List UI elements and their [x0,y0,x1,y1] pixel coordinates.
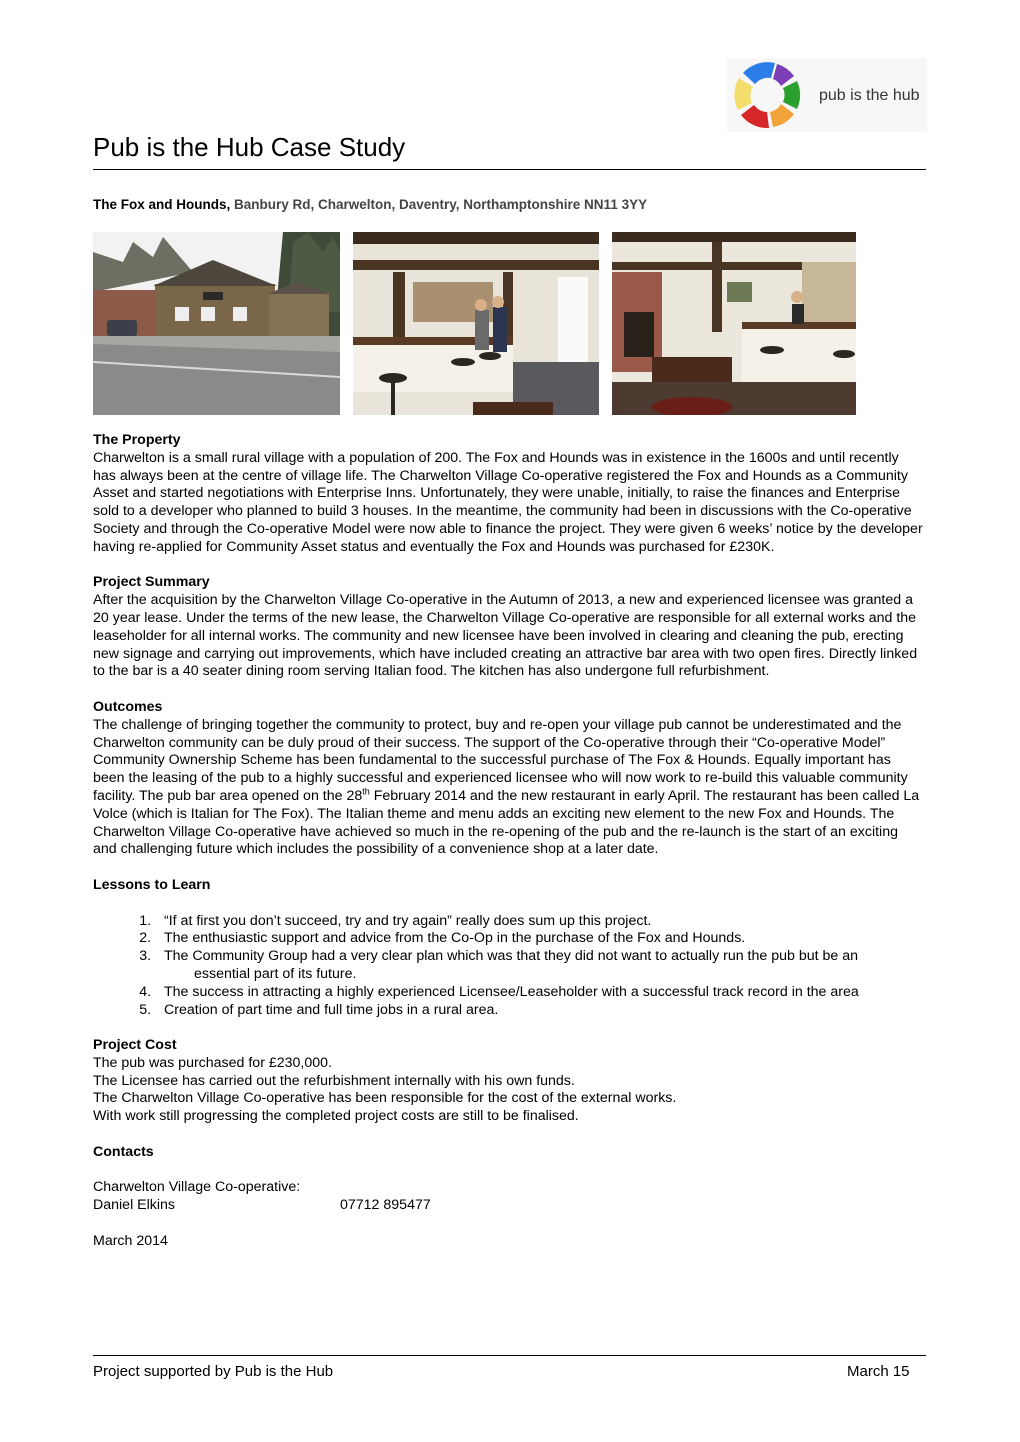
property-heading: The Property [93,432,181,448]
contact-name: Daniel Elkins [93,1197,176,1214]
outcomes-text [93,717,923,859]
outcomes-text-before: The challenge of bringing together the community to protect, buy and re-open your village pub cannot be underestimated and the Charwelton community can be duly proud of their success. The support of the Co-operative through their “Co-operative Model” Community Ownership Scheme has been fundamental to the successful purchase of The Fox & Hounds. Equally important has been the leasing of the pub to a highly successful and experienced licensee who will now work to re-build this valuable community facility. The pub bar area opened on the 28 [93,716,908,804]
cost-line: The pub was purchased for £230,000. [93,1054,332,1071]
document-body [93,432,923,1251]
pub-name-line [93,196,647,214]
title-divider [93,169,926,170]
footer-date: March 15 [847,1363,910,1380]
outcomes-heading: Outcomes [93,698,163,715]
cost-lines [93,1055,923,1126]
lessons-heading: Lessons to Learn [93,876,211,893]
document-date: March 2014 [93,1232,168,1249]
cost-line: The Charwelton Village Co-operative has been responsible for the cost of the external works. [93,1090,677,1107]
footer-credit: Project supported by Pub is the Hub [93,1363,334,1380]
list-item: 5. Creation of part time and full time jobs in a rural area. [155,1002,923,1020]
exterior-photo [93,232,340,415]
ordinal-suffix: th [362,786,370,797]
list-item: 2. The enthusiastic support and advice from the Co-Op in the purchase of the Fox and Hounds. [155,930,923,948]
outcomes-text-after: February 2014 and the new restaurant in early April. The restaurant has been called La Volce (which is Italian for The Fox). The Italian theme and menu adds an exciting new element to the new Fox and Hounds. The Charwelton Village Co-operative have achieved so much in the re-opening of the pub and the re-launch is the start of an exciting and challenging future which includes the possibility of a convenience shop at a later date. [93,787,920,858]
logo-text: pub is the hub [819,87,920,104]
lessons-list [93,913,923,1020]
summary-text: After the acquisition by the Charwelton Village Co-operative in the Autumn of 2013, a new and experienced licensee was granted a 20 year lease. Under the terms of the new lease, the Charwelton Village Co-operative are responsible for all external works and the leaseholder for all internal works. The community and new licensee have been involved in clearing and cleaning the pub, erecting new signage and carrying out improvements, which have included creating an attractive bar area with two open fires. Directly linked to the bar is a 40 seater dining room serving Italian food. The kitchen has also undergone full refurbishment. [93,592,918,680]
list-item-continuation: essential part of its future. [194,965,357,982]
footer-divider [93,1355,926,1356]
list-item: 4. The success in attracting a highly experienced Licensee/Leaseholder with a successful track record in the area [155,984,923,1002]
contacts-heading: Contacts [93,1143,154,1160]
pub-name: The Fox and Hounds, [93,197,231,212]
contact-org: Charwelton Village Co-operative: [93,1179,301,1196]
page-title: Pub is the Hub Case Study [93,132,406,162]
contact-phone: 07712 895477 [340,1197,431,1214]
cost-heading: Project Cost [93,1037,177,1054]
list-item: 1. “If at first you don’t succeed, try and try again” really does sum up this project. [155,913,923,931]
property-text: Charwelton is a small rural village with a population of 200. The Fox and Hounds was in existence in the 1600s and until recently has always been at the centre of village life. The Charwelton Village Co-operative registered the Fox and Hounds as a Community Asset and started negotiations with Enterprise Inns. Unfortunately, they were unable, initially, to raise the finances and Enterprise sold to a developer who planned to build 3 houses. In the meantime, the community had been in discussions with the Co-operative Society and through the Co-operative Model were now able to finance the project. They were given 6 weeks’ notice by the developer having re-applied for Community Asset status and eventually the Fox and Hounds was purchased for £230K. [93,449,923,555]
list-item [155,948,923,984]
cost-line: The Licensee has carried out the refurbishment internally with his own funds. [93,1072,575,1089]
contact-row [93,1197,923,1215]
pub-is-the-hub-logo [727,58,927,132]
list-item-text: The Community Group had a very clear plan which was that they did not want to actually run the pub but be an [164,948,859,965]
bar-photo [353,232,599,415]
dining-room-photo [612,232,856,415]
summary-heading: Project Summary [93,574,210,591]
pub-address: Banbury Rd, Charwelton, Daventry, Northamptonshire NN11 3YY [234,197,648,212]
cost-line: With work still progressing the completed project costs are still to be finalised. [93,1108,579,1125]
